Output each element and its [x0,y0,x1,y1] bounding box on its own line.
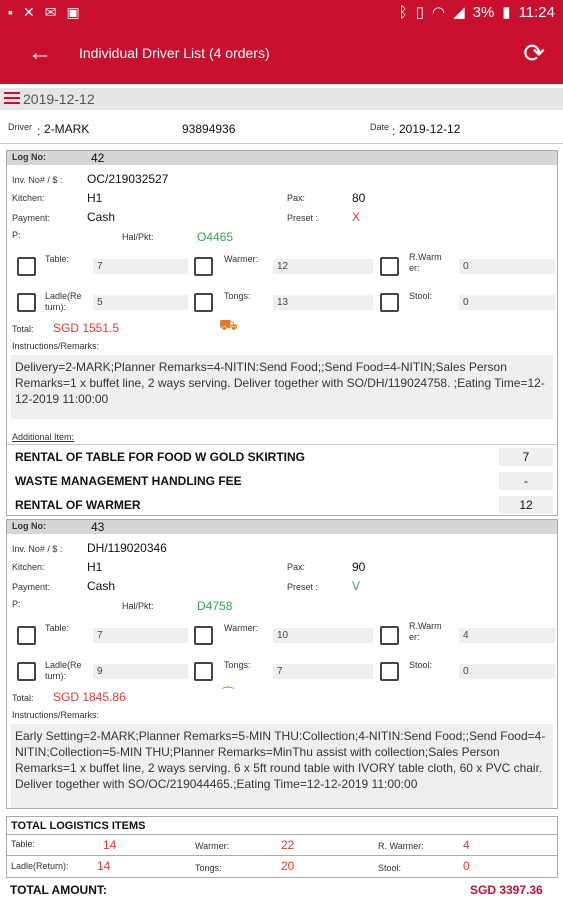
total-label: Total: [12,693,34,703]
tongs-label: Tongs: [224,291,251,301]
total-value: SGD 1845.86 [53,690,126,704]
p-label: P: [12,599,21,609]
notification-icon: ▪ [8,4,13,20]
stool-input[interactable]: 0 [459,664,555,679]
pax-label: Pax: [287,562,306,572]
total-value: SGD 1551.5 [53,321,120,335]
hal-pkt-label: Hal/Pkt: [122,601,154,611]
r-warmer-label: R.Warm er: [409,621,442,642]
order-header [7,151,557,165]
order-header [7,520,557,534]
ladle-label: Ladle(Re turn): [45,660,82,681]
pax-value: 80 [352,191,366,205]
driver-name: 2-MARK [44,122,90,136]
driver-info-row [0,114,563,144]
hal-pkt-value: O4465 [197,230,234,244]
stool-checkbox[interactable] [380,662,399,681]
total-amount-value: SGD 3397.36 [470,883,543,897]
pax-label: Pax: [287,193,306,203]
order-card [6,150,558,516]
instructions-text: Early Setting=2-MARK;Planner Remarks=5-MIN THU:Collection;4-NITIN:Send Food;;Send Food=4-NITIN;Collection=5-MIN THU;Planner Remarks=MinThu assist with collection;Sales Person Remarks=1 x buffet line, 2 ways serving. 6 x 5ft round table with IVORY table cloth, 60 x PVC chair. Deliver together with SO/OC/219044465.;Eating Time=12-12-2019 11:00:00 [11,724,553,808]
additional-item-label: Additional Item: [12,432,75,442]
warmer-label: Warmer: [224,254,259,264]
warmer-label: Warmer: [224,623,259,633]
kitchen-label: Kitchen: [12,562,45,572]
inv-no-label: Inv. No# / $ : [12,544,63,554]
payment-label: Payment: [12,213,51,223]
additional-item-name: WASTE MANAGEMENT HANDLING FEE [15,474,242,488]
signal-icon: ◢ [453,4,465,21]
warmer-input[interactable]: 12 [273,259,373,274]
back-arrow-icon[interactable]: ← [28,39,52,66]
driver-separator: : [37,124,41,138]
r-warmer-input[interactable]: 0 [459,259,555,274]
total-label: Total: [12,324,34,334]
r-warmer-label: R.Warm er: [409,252,442,273]
warmer-input[interactable]: 10 [273,628,373,643]
refresh-icon[interactable]: ⟳ [523,38,545,68]
stool-label: Stool: [409,660,433,670]
missed-call-icon: ✕ [22,4,35,20]
logistics-tongs-label: Tongs: [195,863,222,873]
payment-value: Cash [87,210,116,224]
p-label: P: [12,230,21,240]
log-no-value: 42 [91,151,105,165]
date-bar [0,88,563,110]
table-checkbox[interactable] [17,257,36,276]
tongs-checkbox[interactable] [194,293,213,312]
inv-no-value: DH/119020346 [87,541,167,555]
table-input[interactable]: 7 [93,628,188,643]
preset-label: Preset : [287,582,319,592]
logistics-warmer-value: 22 [281,838,295,852]
logistics-stool-value: 0 [463,859,470,873]
tongs-input[interactable]: 7 [273,664,373,679]
total-logistics-table [6,816,558,878]
date-separator: : [392,124,396,138]
logistics-stool-label: Stool: [378,863,402,873]
additional-item-name: RENTAL OF TABLE FOR FOOD W GOLD SKIRTING [15,450,305,464]
app-bar [0,26,563,84]
date-value: 2019-12-12 [399,122,461,136]
tongs-checkbox[interactable] [194,662,213,681]
kitchen-value: H1 [87,191,103,205]
wifi-icon: ◠ [431,4,446,21]
additional-item-qty: - [499,472,553,490]
logistics-table-value: 14 [103,838,117,852]
stool-label: Stool: [409,291,433,301]
selected-date[interactable]: 2019-12-12 [23,91,95,107]
logistics-table-label: Table: [11,839,36,849]
tongs-input[interactable]: 13 [273,295,373,310]
warmer-checkbox[interactable] [194,257,213,276]
table-label: Table: [45,254,70,264]
page-title: Individual Driver List (4 orders) [79,45,270,61]
pax-value: 90 [352,560,366,574]
logistics-warmer-label: Warmer: [195,841,230,851]
r-warmer-checkbox[interactable] [380,257,399,276]
stool-checkbox[interactable] [380,293,399,312]
battery-icon: ▮ [502,4,511,21]
ladle-input[interactable]: 5 [93,295,188,310]
payment-label: Payment: [12,582,51,592]
logistics-tongs-value: 20 [281,859,295,873]
hal-pkt-value: D4758 [197,599,233,613]
ladle-label: Ladle(Re turn): [45,291,82,312]
kitchen-label: Kitchen: [12,193,45,203]
instructions-label: Instructions/Remarks: [12,341,100,351]
order-card [6,519,558,809]
tongs-label: Tongs: [224,660,251,670]
hal-pkt-label: Hal/Pkt: [122,232,154,242]
vibrate-icon: ▯ [415,4,424,21]
date-label: Date [370,122,390,132]
additional-item-qty: 7 [499,448,553,466]
driver-label: Driver [8,122,32,132]
payment-value: Cash [87,579,116,593]
total-amount-label: TOTAL AMOUNT: [10,883,107,897]
delivery-truck-icon: ⛟ [219,317,238,334]
r-warmer-checkbox[interactable] [380,626,399,645]
warmer-checkbox[interactable] [194,626,213,645]
kitchen-value: H1 [87,560,103,574]
preset-value: X [352,210,361,224]
ladle-input[interactable]: 9 [93,664,188,679]
status-bar [0,0,563,26]
log-no-value: 43 [91,520,105,534]
bluetooth-icon: ᛒ [398,3,408,21]
ladle-checkbox[interactable] [17,293,36,312]
additional-item-name: RENTAL OF WARMER [15,498,141,512]
preset-label: Preset : [287,213,319,223]
ladle-checkbox[interactable] [17,662,36,681]
driver-phone: 93894936 [182,122,236,136]
additional-item-qty: 12 [499,496,553,514]
table-checkbox[interactable] [17,626,36,645]
clock: 11:24 [518,3,555,21]
image-icon: ▣ [66,4,80,20]
table-label: Table: [45,623,70,633]
logistics-ladle-label: Ladle(Return): [11,861,69,871]
log-no-label: Log No: [12,521,46,531]
logistics-ladle-value: 14 [97,859,111,873]
battery-text: 3% [472,3,495,21]
menu-icon[interactable] [4,92,20,105]
r-warmer-input[interactable]: 4 [459,628,555,643]
mail-icon: ✉ [44,4,57,20]
collection-icon: ⌒ [221,686,235,702]
total-logistics-title: TOTAL LOGISTICS ITEMS [7,817,557,835]
inv-no-label: Inv. No# / $ : [12,175,63,185]
instructions-label: Instructions/Remarks: [12,710,100,720]
inv-no-value: OC/219032527 [87,172,169,186]
preset-value: V [352,579,361,593]
instructions-text: Delivery=2-MARK;Planner Remarks=4-NITIN:Send Food;;Send Food=4-NITIN;Sales Person Remarks=1 x buffet line, 2 ways serving. Deliver together with SO/DH/119024758. ;Eating Time=12-12-2019 11:00:00 [11,355,553,419]
logistics-r-warmer-value: 4 [463,838,470,852]
stool-input[interactable]: 0 [459,295,555,310]
table-input[interactable]: 7 [93,259,188,274]
log-no-label: Log No: [12,152,46,162]
logistics-r-warmer-label: R. Warmer: [378,841,424,851]
